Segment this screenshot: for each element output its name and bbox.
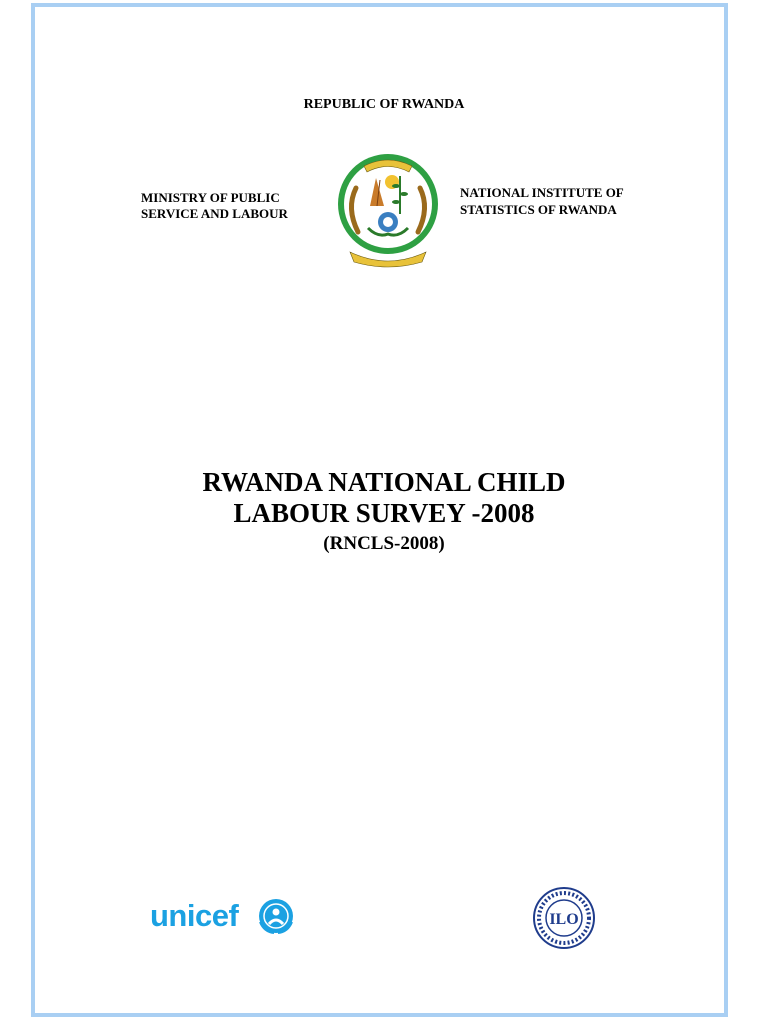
unicef-globe-icon [256, 896, 296, 936]
unicef-wordmark: unicef [150, 898, 239, 933]
survey-title [0, 467, 768, 529]
survey-title-line-1: RWANDA NATIONAL CHILD [202, 467, 566, 497]
ministry-line-1: MINISTRY OF PUBLIC [141, 190, 280, 205]
institute-line-2: STATISTICS OF RWANDA [460, 202, 617, 217]
institute-line-1: NATIONAL INSTITUTE OF [460, 185, 624, 200]
survey-code: (RNCLS-2008) [323, 533, 445, 554]
republic-heading: REPUBLIC OF RWANDA [303, 97, 465, 112]
institute-name [460, 184, 660, 218]
ministry-line-2: SERVICE AND LABOUR [141, 206, 288, 221]
ilo-logo-icon [532, 886, 596, 950]
coat-of-arms-icon [334, 148, 442, 272]
unicef-logo [150, 896, 300, 938]
ilo-wordmark: ILO [549, 911, 579, 928]
ministry-name [141, 190, 321, 222]
survey-title-line-2: LABOUR SURVEY -2008 [233, 498, 535, 528]
